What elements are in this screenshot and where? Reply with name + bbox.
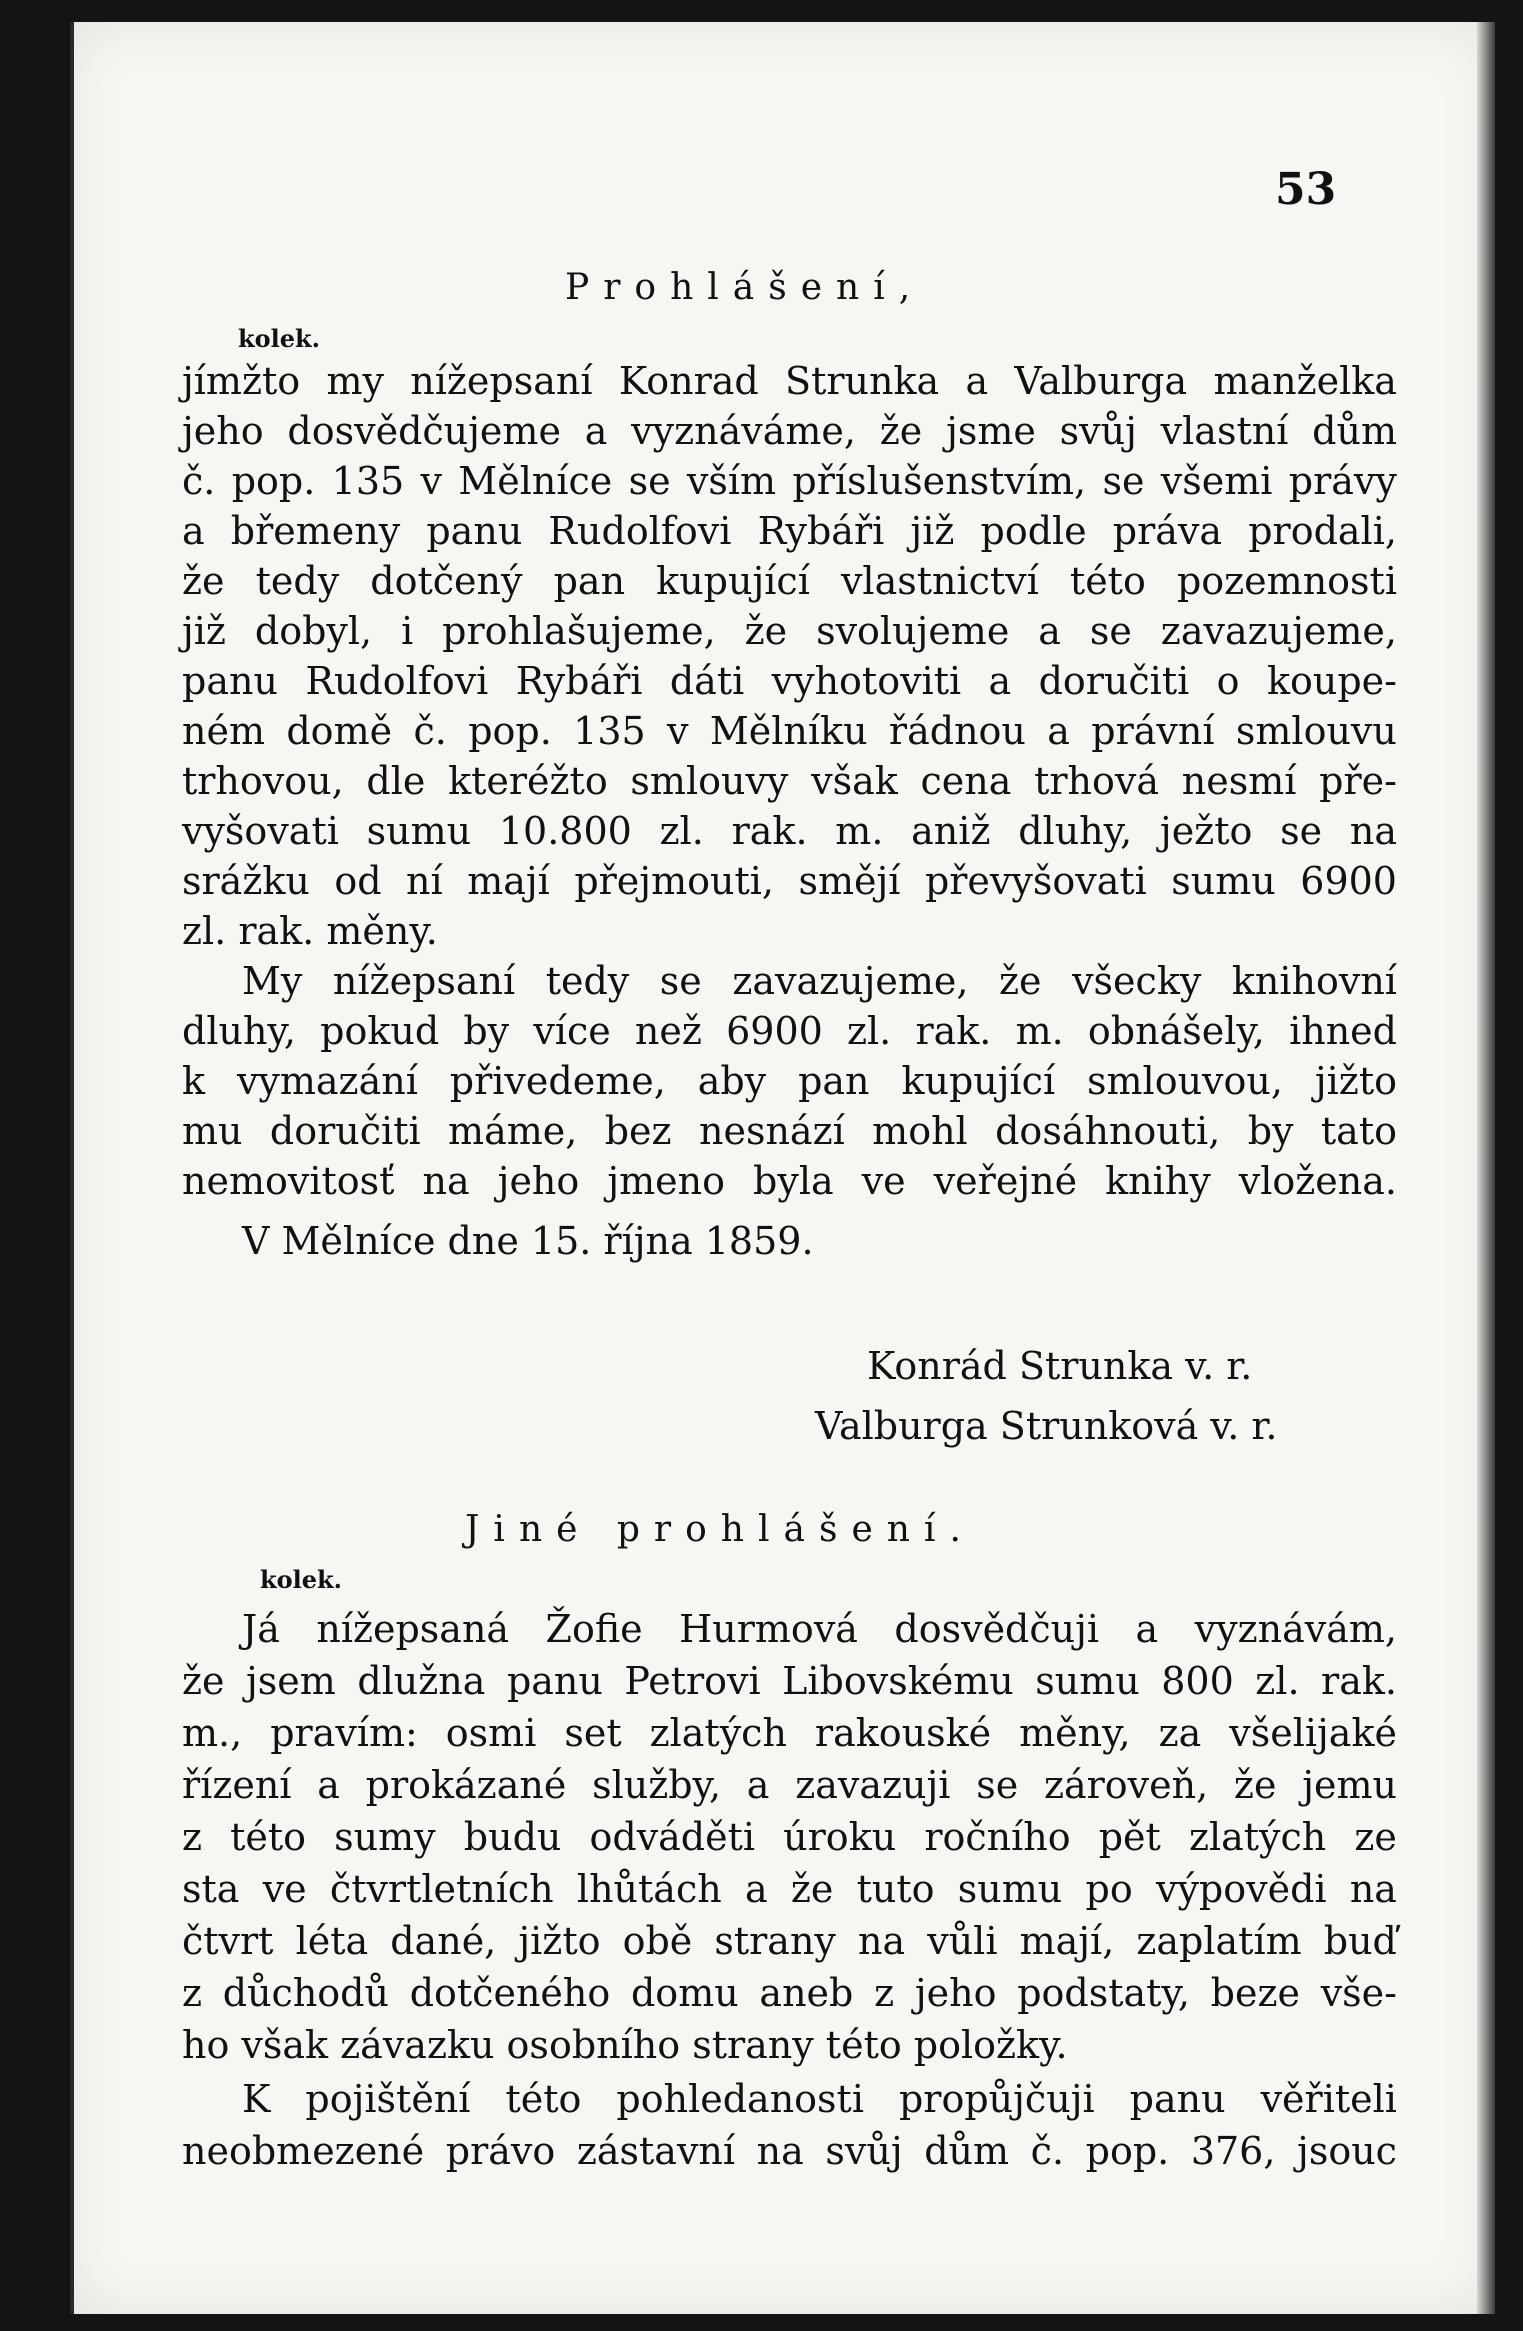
word: rak. <box>731 809 808 853</box>
signature-konrad: Konrád Strunka v. r. <box>867 1344 1253 1388</box>
word: nížepsaní <box>410 359 593 403</box>
word: Konrad <box>618 359 759 403</box>
word: ročního <box>924 1815 1071 1859</box>
word: doručiti <box>269 1109 421 1153</box>
word: práva <box>1112 509 1223 553</box>
word: dosvědčujeme <box>287 409 561 453</box>
word: máme, <box>448 1109 578 1153</box>
text-line <box>182 1867 1397 1911</box>
word: doručiti <box>1038 659 1190 703</box>
word: vůli <box>927 1919 998 1963</box>
word: se <box>1102 459 1145 503</box>
word: 376, <box>1190 2129 1276 2173</box>
word: a <box>744 1867 768 1911</box>
word: řádnou <box>888 709 1026 753</box>
word: manželka <box>1213 359 1397 403</box>
word: této <box>230 1815 307 1859</box>
word: m. <box>835 809 884 853</box>
word: než <box>634 1009 702 1053</box>
word: 6900 <box>726 1009 823 1053</box>
word: Rudolfovi <box>305 659 489 703</box>
word: této <box>505 2077 582 2121</box>
word: dluhy, <box>1018 809 1133 853</box>
text-line <box>182 359 1397 403</box>
word: jsme <box>946 409 1036 453</box>
word: a <box>317 1763 340 1807</box>
text-line <box>242 959 1397 1003</box>
word: však <box>811 759 898 803</box>
text-line <box>182 2129 1397 2173</box>
word: Mělníce <box>458 459 613 503</box>
word: dlužna <box>357 1659 486 1703</box>
word: bez <box>604 1109 672 1153</box>
word: kupující <box>656 559 810 603</box>
word: sumu <box>366 809 472 853</box>
word: veřejné <box>933 1159 1078 1203</box>
word: obě <box>622 1919 693 1963</box>
word: čtvrt <box>182 1919 274 1963</box>
word: řízení <box>182 1763 292 1807</box>
word: všecky <box>1072 959 1202 1003</box>
word: této <box>1069 559 1146 603</box>
word: nesmí <box>1181 759 1297 803</box>
word: knihy <box>1105 1159 1211 1203</box>
word: a <box>182 509 205 553</box>
word: strany <box>714 1919 836 1963</box>
word: aniž <box>911 809 991 853</box>
word: pan <box>798 1059 870 1103</box>
text-line <box>182 759 1397 803</box>
word: k <box>182 1059 206 1103</box>
word: My <box>242 959 303 1003</box>
word: a <box>965 359 989 403</box>
word: trhová <box>1034 759 1160 803</box>
word: panu <box>182 659 278 703</box>
word: vložena. <box>1238 1159 1397 1203</box>
word: jižto <box>1314 1059 1397 1103</box>
word: sumu <box>1035 1659 1140 1703</box>
word: by <box>1247 1109 1294 1153</box>
word: na <box>858 1919 906 1963</box>
word: koupe- <box>1266 659 1397 703</box>
word: po <box>1085 1867 1133 1911</box>
word: že <box>999 959 1042 1003</box>
word: panu <box>1129 2077 1226 2121</box>
word: ve <box>861 1159 906 1203</box>
word: jižto <box>518 1919 601 1963</box>
text-line <box>182 859 1397 903</box>
word: na <box>1349 1867 1397 1911</box>
word: vším <box>686 459 777 503</box>
word: pojištění <box>305 2077 471 2121</box>
word: dané, <box>390 1919 497 1963</box>
word: m. <box>1015 1009 1064 1053</box>
word: tato <box>1320 1109 1397 1153</box>
word: set <box>564 1711 622 1755</box>
word: propůjčuji <box>898 2077 1095 2121</box>
word: podstaty, <box>1017 1971 1190 2015</box>
word: z <box>874 1971 895 2015</box>
word: mu <box>182 1109 243 1153</box>
word: smlouvu <box>1235 709 1397 753</box>
word: i <box>401 609 414 653</box>
word: č. <box>413 709 447 753</box>
word: byla <box>753 1159 834 1203</box>
text-line <box>182 1059 1397 1103</box>
word: 10.800 <box>498 809 632 853</box>
word: sumu <box>1171 859 1276 903</box>
word: věřiteli <box>1260 2077 1397 2121</box>
word: osmi <box>445 1711 537 1755</box>
word: ježto <box>1159 809 1253 853</box>
text-line <box>242 1607 1397 1651</box>
word: kupující <box>901 1059 1056 1103</box>
word: Valburga <box>1014 359 1188 403</box>
text-line <box>182 1009 1397 1053</box>
word: jímžto <box>182 359 301 403</box>
word: jsem <box>246 1659 336 1703</box>
word: vyšovati <box>182 809 339 853</box>
word: mají <box>467 859 550 903</box>
signature-valburga: Valburga Strunková v. r. <box>815 1404 1278 1448</box>
word: se <box>1089 609 1132 653</box>
word: sumu <box>957 1867 1063 1911</box>
word: sta <box>182 1867 240 1911</box>
word: dům <box>1312 409 1397 453</box>
word: že <box>790 1867 834 1911</box>
word: zavazujeme, <box>732 959 969 1003</box>
word: dosvědčuji <box>894 1607 1100 1651</box>
text-line <box>182 1159 1397 1203</box>
word: a <box>584 409 608 453</box>
word: nížepsaná <box>316 1607 510 1651</box>
word: na <box>1349 809 1397 853</box>
word: knihovní <box>1231 959 1397 1003</box>
word: budu <box>463 1815 562 1859</box>
word: Petrovi <box>624 1659 761 1703</box>
text-line <box>182 1109 1397 1153</box>
word: zástavní <box>576 2129 736 2173</box>
text-line <box>182 409 1397 453</box>
word: dotčený <box>370 559 523 603</box>
word: pozemnosti <box>1176 559 1397 603</box>
word: že <box>182 559 225 603</box>
word: tedy <box>545 959 630 1003</box>
word: smlouvou, <box>1087 1059 1283 1103</box>
word: č. <box>182 459 216 503</box>
word: 135 <box>331 459 405 503</box>
word: a <box>1047 709 1070 753</box>
word: zaplatím <box>1136 1919 1302 1963</box>
word: měny, <box>1019 1711 1131 1755</box>
word: vlastnictví <box>840 559 1039 603</box>
word: sumy <box>334 1815 436 1859</box>
word: zároveň, <box>1043 1763 1209 1807</box>
word: přejmouti, <box>574 859 774 903</box>
word: úroku <box>783 1815 897 1859</box>
word: mají, <box>1019 1919 1115 1963</box>
word: tedy <box>255 559 340 603</box>
word: my <box>326 359 384 403</box>
word: domu <box>630 1971 739 2015</box>
word: obnášely, <box>1087 1009 1265 1053</box>
word: pravím: <box>270 1711 418 1755</box>
word: Rudolfovi <box>548 509 732 553</box>
word: smlouvy <box>630 759 789 803</box>
word: zavazujeme, <box>1160 609 1397 653</box>
word: dle <box>366 759 426 803</box>
word: služby, <box>592 1763 722 1807</box>
word: dům <box>924 2129 1010 2173</box>
word: že <box>1233 1763 1277 1807</box>
word: lhůtách <box>576 1867 722 1911</box>
word: se <box>659 959 702 1003</box>
word: prodali, <box>1248 509 1397 553</box>
word: jeho <box>497 1159 580 1203</box>
word: pře- <box>1319 759 1397 803</box>
word: pop. <box>468 709 552 753</box>
word: Libovskému <box>782 1659 1014 1703</box>
word: jemu <box>1302 1763 1397 1807</box>
word: cena <box>920 759 1012 803</box>
word: m., <box>182 1711 243 1755</box>
word: vymazání <box>236 1059 418 1103</box>
word: že <box>879 409 923 453</box>
word: aneb <box>759 1971 854 2015</box>
section-heading-jine-prohlaseni: Jiné prohlášení. <box>465 1509 975 1550</box>
text-line: zl. rak. měny. <box>182 909 438 953</box>
text-line <box>182 1763 1397 1807</box>
word: by <box>463 1009 510 1053</box>
word: ve <box>262 1867 307 1911</box>
word: všelijaké <box>1229 1711 1397 1755</box>
word: a <box>988 659 1012 703</box>
word: dobyl, <box>254 609 373 653</box>
text-line <box>182 1815 1397 1859</box>
page-number: 53 <box>1275 164 1337 215</box>
word: od <box>334 859 382 903</box>
word: na <box>422 1159 470 1203</box>
text-line <box>182 1711 1397 1755</box>
stamp-note: kolek. <box>260 1565 343 1594</box>
word: příslušenstvím, <box>792 459 1087 503</box>
word: pop. <box>1085 2129 1170 2173</box>
word: přivedeme, <box>449 1059 666 1103</box>
text-line <box>242 2077 1397 2121</box>
text-line: ho však závazku osobního strany této položky. <box>182 2023 1068 2067</box>
word: dáti <box>669 659 745 703</box>
word: v <box>420 459 442 503</box>
date-line: V Mělníce dne 15. října 1859. <box>242 1219 814 1263</box>
word: dluhy, <box>182 1009 296 1053</box>
text-line <box>182 559 1397 603</box>
word: srážku <box>182 859 310 903</box>
word: neobmezené <box>182 2129 425 2173</box>
word: že <box>182 1659 225 1703</box>
word: z <box>182 1815 203 1859</box>
text-line <box>182 609 1397 653</box>
word: důchodů <box>222 1971 389 2015</box>
word: a <box>1038 609 1061 653</box>
word: z <box>182 1971 203 2015</box>
word: jmeno <box>607 1159 725 1203</box>
word: zl. <box>659 809 704 853</box>
word: ihned <box>1289 1009 1397 1053</box>
word: již <box>910 509 955 553</box>
word: 800 <box>1161 1659 1234 1703</box>
word: zlatých <box>649 1711 787 1755</box>
word: vyznávám, <box>1194 1607 1397 1651</box>
word: smějí <box>798 859 901 903</box>
book-page <box>70 22 1495 2314</box>
word: Rybáři <box>515 659 643 703</box>
word: dosáhnouti, <box>995 1109 1221 1153</box>
word: rakouské <box>814 1711 992 1755</box>
text-line <box>182 459 1397 503</box>
word: vlastní <box>1160 409 1289 453</box>
page-left-edge <box>70 22 74 2314</box>
text-line <box>182 1919 1397 1963</box>
word: zl. <box>1255 1659 1300 1703</box>
word: aby <box>697 1059 767 1103</box>
text-line <box>182 1971 1397 2015</box>
word: Strunka <box>785 359 940 403</box>
word: vyznáváme, <box>631 409 856 453</box>
word: podle <box>980 509 1087 553</box>
word: nížepsaní <box>332 959 516 1003</box>
word: Žofie <box>545 1607 643 1651</box>
word: a <box>1135 1607 1159 1651</box>
word: panu <box>506 1659 603 1703</box>
word: břemeny <box>230 509 401 553</box>
word: pět <box>1098 1815 1161 1859</box>
word: prohlašujeme, <box>442 609 716 653</box>
word: domě <box>286 709 393 753</box>
word: rak. <box>915 1009 992 1053</box>
word: panu <box>426 509 523 553</box>
word: pokud <box>320 1009 440 1053</box>
word: v <box>667 709 689 753</box>
word: tuto <box>856 1867 935 1911</box>
word: se <box>976 1763 1019 1807</box>
text-line <box>182 659 1397 703</box>
word: svůj <box>1059 409 1137 453</box>
word: beze <box>1210 1971 1300 2015</box>
word: právní <box>1091 709 1215 753</box>
word: svůj <box>825 2129 903 2173</box>
word: jsouc <box>1297 2129 1397 2173</box>
word: právo <box>445 2129 556 2173</box>
word: nemovitosť <box>182 1159 395 1203</box>
word: 6900 <box>1300 859 1397 903</box>
word: o <box>1216 659 1240 703</box>
word: všemi <box>1160 459 1273 503</box>
word: zlatých <box>1188 1815 1327 1859</box>
word: na <box>756 2129 804 2173</box>
word: buď <box>1323 1919 1397 1963</box>
word: rak. <box>1321 1659 1397 1703</box>
word: právy <box>1288 459 1397 503</box>
text-line <box>182 809 1397 853</box>
word: čtvrtletních <box>329 1867 554 1911</box>
word: trhovou, <box>182 759 344 803</box>
word: Mělníku <box>709 709 868 753</box>
word: Rybáři <box>757 509 885 553</box>
word: jeho <box>182 409 264 453</box>
word: převyšovati <box>924 859 1147 903</box>
word: za <box>1158 1711 1202 1755</box>
word: vyhotoviti <box>771 659 962 703</box>
word: dotčeného <box>409 1971 611 2015</box>
word: ném <box>182 709 265 753</box>
word: Hurmová <box>679 1607 858 1651</box>
page-right-edge <box>1477 22 1495 2314</box>
word: pan <box>553 559 626 603</box>
word: Já <box>242 1607 280 1651</box>
section-heading-prohlaseni: Prohlášení, <box>565 267 925 308</box>
word: se <box>1280 809 1323 853</box>
word: léta <box>295 1919 369 1963</box>
word: a <box>746 1763 770 1807</box>
word: již <box>182 609 226 653</box>
word: odváděti <box>589 1815 756 1859</box>
word: zavazuji <box>795 1763 951 1807</box>
word: že <box>744 609 788 653</box>
word: č. <box>1030 2129 1065 2173</box>
word: kteréžto <box>448 759 608 803</box>
word: ze <box>1354 1815 1397 1859</box>
word: prokázané <box>365 1763 567 1807</box>
stamp-note: kolek. <box>238 324 321 353</box>
word: svolujeme <box>816 609 1010 653</box>
text-line <box>182 1659 1397 1703</box>
word: pohledanosti <box>616 2077 864 2121</box>
word: jeho <box>914 1971 997 2015</box>
word: pop. <box>231 459 316 503</box>
word: mohl <box>872 1109 968 1153</box>
word: zl. <box>847 1009 892 1053</box>
word: nesnází <box>698 1109 845 1153</box>
word: ní <box>406 859 443 903</box>
word: K <box>242 2077 271 2121</box>
word: 135 <box>573 709 646 753</box>
word: více <box>533 1009 611 1053</box>
word: se <box>628 459 671 503</box>
text-line <box>182 709 1397 753</box>
word: výpovědi <box>1155 1867 1327 1911</box>
word: vše- <box>1320 1971 1397 2015</box>
text-line <box>182 509 1397 553</box>
